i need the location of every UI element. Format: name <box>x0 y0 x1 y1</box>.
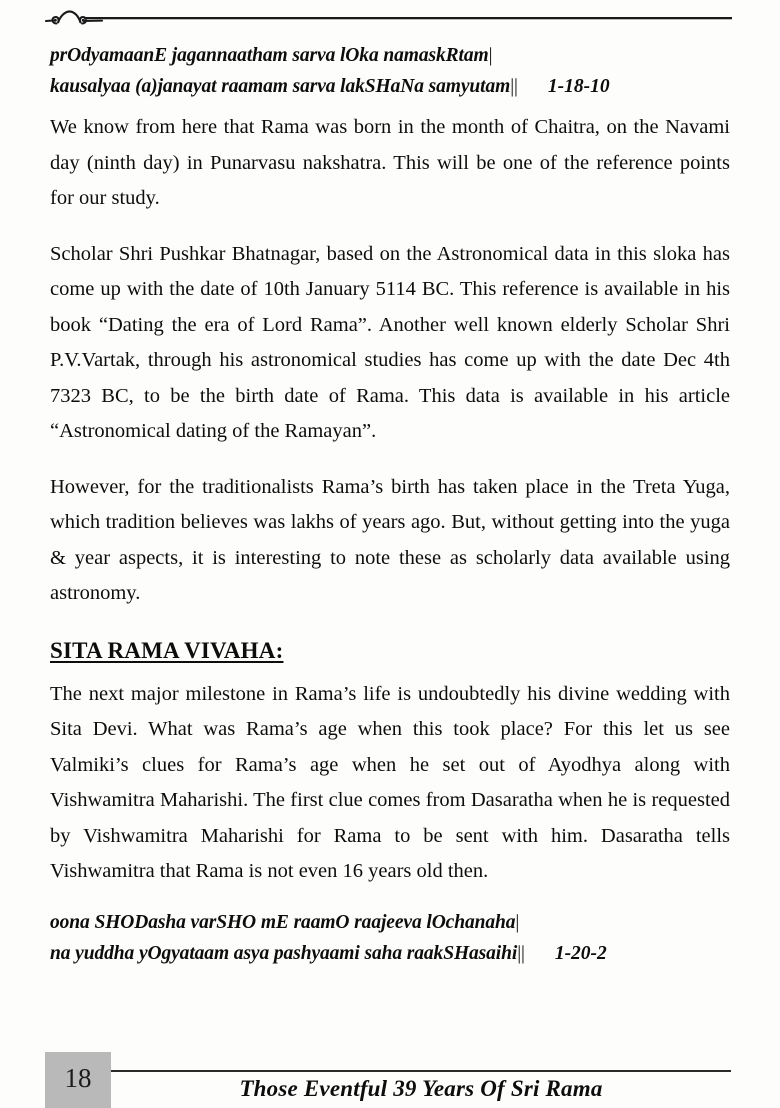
footer-divider <box>111 1070 731 1072</box>
sloka-top-danda-2: || <box>510 76 518 97</box>
sloka-top-line-2 <box>50 71 730 102</box>
sloka-bottom-danda-1: | <box>515 911 520 933</box>
page-footer <box>0 1050 780 1108</box>
sloka-verse-top <box>50 40 730 102</box>
page-content <box>50 40 730 977</box>
sloka-bottom-line-2-text: na yuddha yOgyataam asya pashyaami saha raakSHasaihi <box>50 942 518 964</box>
sloka-bottom-reference: 1-20-2 <box>554 942 607 964</box>
sloka-top-reference: 1-18-10 <box>547 76 610 97</box>
running-title: Those Eventful 39 Years Of Sri Rama <box>239 1076 603 1101</box>
sloka-bottom-line-1 <box>50 907 730 938</box>
sloka-top-line-2-text: kausalyaa (a)janayat raamam sarva lakSHaNa samyutam <box>50 76 511 97</box>
paragraph-2: Scholar Shri Pushkar Bhatnagar, based on the Astronomical data in this sloka has come up with the date of 10th January 5114 BC. This reference is available in his book “Dating the era of Lord Rama”. Another well known elderly Scholar Shri P.V.Vartak, through his astronomical studies has come up with the date Dec 4th 7323 BC, to be the birth date of Rama. This data is available in his article “Astronomical dating of the Ramayan”. <box>50 242 730 442</box>
page-number-badge <box>45 1052 111 1108</box>
paragraph-1: We know from here that Rama was born in the month of Chaitra, on the Navami day (ninth day) in Punarvasu nakshatra. This will be one of the reference points for our study. <box>50 116 730 209</box>
sloka-top-danda-1: | <box>488 45 493 66</box>
sloka-bottom-danda-2: || <box>517 942 525 964</box>
sloka-top-line-1-text: prOdyamaanE jagannaatham sarva lOka namaskRtam <box>50 45 489 66</box>
paragraph-4: The next major milestone in Rama’s life is undoubtedly his divine wedding with Sita Devi. What was Rama’s age when this took place? For this let us see Valmiki’s clues for Rama’s age when he set out of Ayodhya along with Vishwamitra Maharishi. The first clue comes from Dasaratha when he is requested by Vishwamitra Maharishi for Rama to be sent with him. Dasaratha tells Vishwamitra that Rama is not even 16 years old then. <box>50 682 730 882</box>
sloka-bottom-line-2 <box>50 938 730 969</box>
sloka-top-line-1 <box>50 40 730 71</box>
sloka-verse-bottom <box>50 907 730 969</box>
scroll-flourish-icon <box>44 2 104 28</box>
page-header <box>0 0 780 34</box>
sloka-bottom-line-1-text: oona SHODasha varSHO mE raamO raajeeva lOchanaha <box>50 911 516 933</box>
header-divider <box>84 17 732 19</box>
paragraph-3: However, for the traditionalists Rama’s birth has taken place in the Treta Yuga, which tradition believes was lakhs of years ago. But, without getting into the yuga & year aspects, it is interesting to note these as scholarly data available using astronomy. <box>50 475 730 604</box>
page-number: 18 <box>64 1062 92 1093</box>
section-heading-sita-rama-vivaha: SITA RAMA VIVAHA: <box>50 637 284 663</box>
